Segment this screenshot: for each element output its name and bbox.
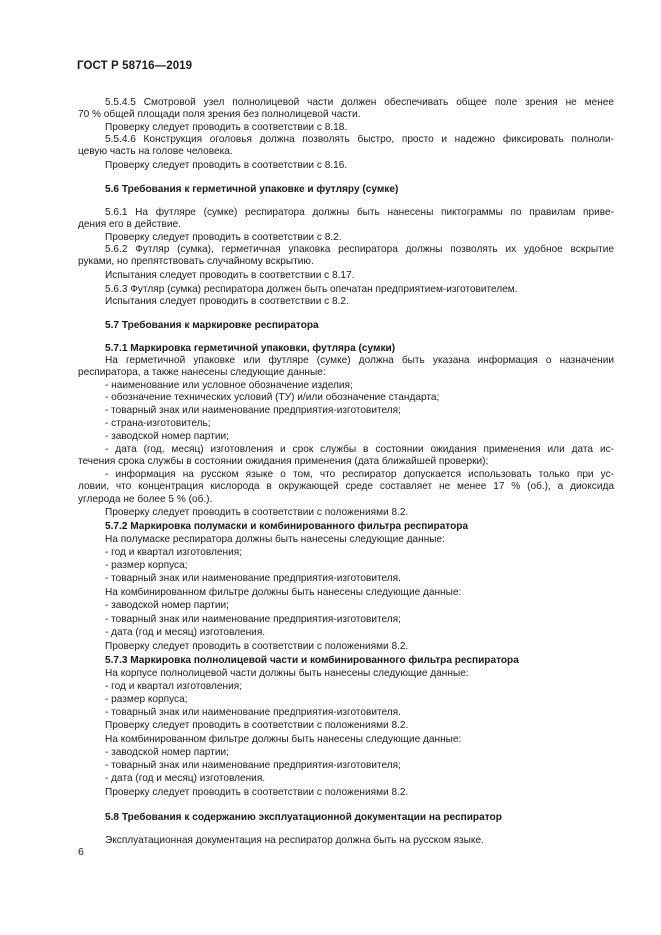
line-text: 5.7 Требования к маркировке респиратора: [105, 320, 319, 331]
line-text: 5.7.3 Маркировка полнолицевой части и комбинированного фильтра респиратора: [105, 655, 519, 666]
line-text: - дата (год и месяц) изготовления.: [105, 773, 266, 784]
line-text: 70 % общей площади поля зрения без полнолицевой части.: [78, 109, 361, 120]
line-text: - информация на русском языке о том, что респиратор допускается использовать только при ус-: [105, 469, 614, 480]
line-text: Проверку следует проводить в соответствии с 8.18.: [105, 122, 348, 133]
line-text: дения его в действие.: [78, 219, 181, 230]
line-text: На комбинированном фильтре должны быть нанесены следующие данные:: [105, 734, 462, 745]
line-text: руками, но препятствовать случайному вскрытию.: [78, 256, 314, 267]
line-text: 5.8 Требования к содержанию эксплуатационной документации на респиратор: [105, 812, 502, 823]
line-text: углерода не более 5 % (об.).: [78, 494, 213, 505]
line-text: 5.5.4.6 Конструкция оголовья должна позволять быстро, просто и надежно фиксировать полноли-: [105, 134, 614, 145]
line-text: - товарный знак или наименование предприятия-изготовителя.: [105, 573, 401, 584]
line-text: Эксплуатационная документация на респиратор должна быть на русском языке.: [105, 835, 484, 846]
line-text: - год и квартал изготовления;: [105, 547, 242, 558]
line-text: На полумаске респиратора должны быть нанесены следующие данные:: [105, 534, 445, 545]
line-text: Проверку следует проводить в соответствии с положениями 8.2.: [105, 641, 409, 652]
line-text: - наименование или условное обозначение изделия;: [105, 380, 353, 391]
line-text: - заводской номер партии;: [105, 431, 229, 442]
line-text: - дата (год и месяц) изготовления.: [105, 627, 266, 638]
line-text: - год и квартал изготовления;: [105, 681, 242, 692]
line-text: цевую часть на голове человека.: [78, 146, 233, 157]
line-text: Проверку следует проводить в соответствии с 8.16.: [105, 160, 348, 171]
line-text: 5.6.3 Футляр (сумка) респиратора должен быть опечатан предприятием-изготовителем.: [105, 284, 518, 295]
line-text: - заводской номер партии;: [105, 600, 229, 611]
page-number: 6: [78, 846, 84, 858]
line-text: - товарный знак или наименование предприятия-изготовителя.: [105, 707, 401, 718]
line-text: - страна-изготовитель;: [105, 418, 211, 429]
line-text: течения срока службы в состоянии ожидания применения (дата ближайшей проверки);: [78, 456, 489, 467]
line-text: респиратора, а также нанесены следующие данные:: [78, 367, 326, 378]
line-text: - размер корпуса;: [105, 694, 188, 705]
line-text: 5.7.2 Маркировка полумаски и комбинированного фильтра респиратора: [105, 521, 469, 532]
line-text: Испытания следует проводить в соответствии с 8.17.: [105, 270, 355, 281]
line-text: - обозначение технических условий (ТУ) и/или обозначение стандарта;: [105, 392, 440, 403]
line-text: - дата (год, месяц) изготовления и срок службы в состоянии ожидания применения или дата ис-: [105, 444, 614, 455]
line-text: Проверку следует проводить в соответствии с положениями 8.2.: [105, 720, 409, 731]
line-text: - заводской номер партии;: [105, 747, 229, 758]
line-text: 5.5.4.5 Смотровой узел полнолицевой части должен обеспечивать общее поле зрения не менее: [105, 97, 614, 108]
line-text: На корпусе полнолицевой части должны быть нанесены следующие данные:: [105, 668, 469, 679]
line-text: - товарный знак или наименование предприятия-изготовителя;: [105, 760, 401, 771]
line-text: 5.7.1 Маркировка герметичной упаковки, футляра (сумки): [105, 343, 396, 354]
line-text: Проверку следует проводить в соответствии с положениями 8.2.: [105, 507, 409, 518]
line-text: - размер корпуса;: [105, 560, 188, 571]
line-text: На герметичной упаковке или футляре (сумке) должна быть указана информация о назначении: [105, 355, 614, 366]
line-text: Испытания следует проводить в соответствии с 8.2.: [105, 296, 349, 307]
line-text: Проверку следует проводить в соответствии с 8.2.: [105, 232, 342, 243]
line-text: ловии, что концентрация кислорода в окружающей среде составляет не менее 17 % (об.), а диоксида: [78, 481, 614, 492]
line-text: 5.6.2 Футляр (сумка), герметичная упаковка респиратора должны позволять их удобное вскрытие: [105, 244, 614, 255]
line-text: - товарный знак или наименование предприятия-изготовителя;: [105, 405, 401, 416]
line-text: 5.6 Требования к герметичной упаковке и футляру (сумке): [105, 184, 399, 195]
line-text: Проверку следует проводить в соответствии с положениями 8.2.: [105, 787, 409, 798]
line-text: На комбинированном фильтре должны быть нанесены следующие данные:: [105, 587, 462, 598]
line-text: 5.6.1 На футляре (сумке) респиратора должны быть нанесены пиктограммы по правилам приве-: [105, 207, 614, 218]
line-text: - товарный знак или наименование предприятия-изготовителя;: [105, 614, 401, 625]
document-header: ГОСТ Р 58716—2019: [77, 60, 193, 72]
